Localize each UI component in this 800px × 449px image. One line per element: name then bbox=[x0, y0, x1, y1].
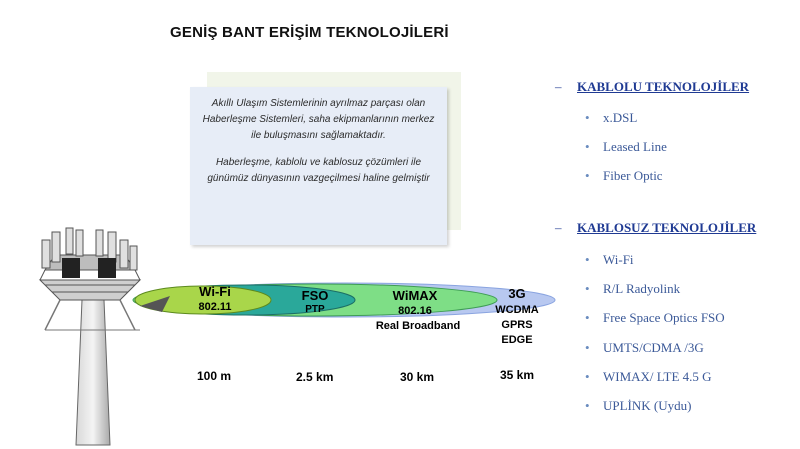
wifi-label: Wi-Fi bbox=[199, 284, 231, 299]
wimax-description: Real Broadband bbox=[375, 320, 461, 332]
wimax-distance: 30 km bbox=[400, 370, 435, 384]
info-paragraph-2: Haberleşme, kablolu ve kablosuz çözümleri ile günümüz dünyasının vazgeçilmesi haline gelmiştir bbox=[207, 157, 430, 184]
wimax-standard: 802.16 bbox=[398, 305, 432, 317]
wifi-standard: 802.11 bbox=[198, 301, 232, 313]
3g-distance: 35 km bbox=[500, 368, 535, 382]
wifi-distance: 100 m bbox=[197, 369, 232, 383]
cell-tower-icon bbox=[40, 228, 170, 445]
3g-wcdma: WCDMA bbox=[495, 304, 539, 316]
3g-gprs: GPRS bbox=[501, 319, 533, 331]
wimax-label: WiMAX bbox=[392, 288, 438, 303]
fso-label: FSO bbox=[301, 288, 329, 303]
fso-type: PTP bbox=[305, 304, 325, 315]
3g-label: 3G bbox=[508, 286, 526, 301]
fso-distance: 2.5 km bbox=[296, 370, 334, 384]
info-paragraph-1: Akıllı Ulaşım Sistemlerinin ayrılmaz parçası olan Haberleşme Sistemleri, saha ekipmanlarının merkez ile buluşmasını sağlamaktadır. bbox=[202, 98, 435, 141]
3g-edge: EDGE bbox=[501, 334, 533, 346]
wired-heading: KABLOLU TEKNOLOJİLER bbox=[577, 79, 750, 94]
page-title: GENİŞ BANT ERİŞİM TEKNOLOJİLERİ bbox=[170, 24, 449, 41]
wireless-heading: KABLOSUZ TEKNOLOJİLER bbox=[577, 220, 757, 235]
